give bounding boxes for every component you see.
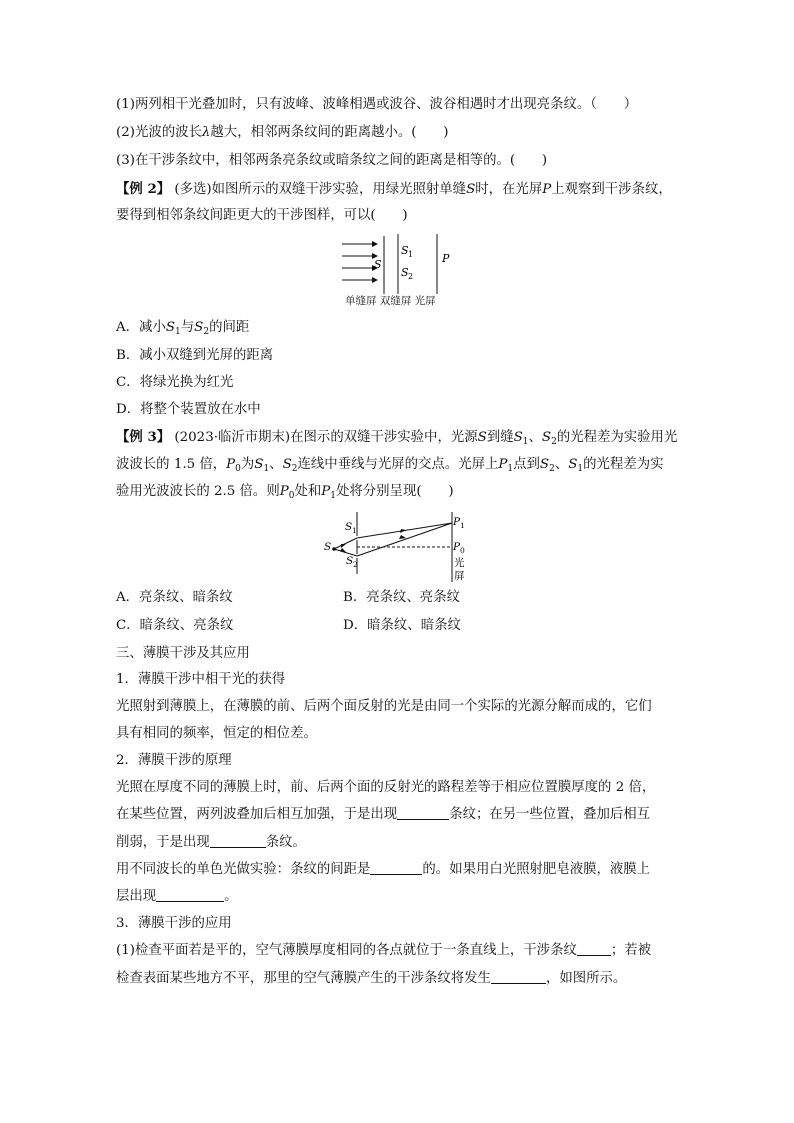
example-3-text-d: 波波长的 1.5 倍， (116, 457, 227, 472)
example-3-line-2 (116, 456, 664, 478)
example-3-text-k: 处将分别呈现( ) (336, 484, 454, 499)
option-a-s2-sub: 2 (203, 327, 210, 337)
example-3-text-i: 验用光波波长的 2.5 倍。则 (116, 484, 280, 499)
symbol-s2-sub: 2 (549, 464, 555, 474)
subsection-2-text-a: 光照在厚度不同的薄膜上时，前、后两个面的反射光的路程差等于相应位置膜厚度的 2 倍， (116, 780, 656, 795)
subsection-2-heading: 2．薄膜干涉的原理 (116, 753, 232, 768)
symbol-s2-sub: 2 (291, 464, 298, 474)
source-point (332, 547, 336, 551)
subsection-3-text-b2: ，如图所示。 (545, 971, 627, 986)
subsection-2-text-c1: 削弱，于是出现 (116, 835, 210, 850)
example-3-text-j: 处和 (294, 484, 322, 499)
symbol-s1-sub: 1 (522, 437, 529, 447)
judge-statement-2 (116, 124, 449, 142)
subsection-2-text-d1: 用不同波长的单色光做实验：条纹的间距是 (116, 862, 371, 877)
judge-statement-2-text-b: 越大，相邻两条纹间的距离越小。( ) (210, 125, 449, 140)
label-s2-sub: 2 (353, 560, 358, 569)
example-2-text-c: 上观察到干涉条纹， (551, 182, 672, 197)
example-3-line-1 (116, 428, 677, 451)
example-3-text-e: 为 (240, 457, 255, 472)
subsection-2-line-b (116, 806, 650, 824)
label-s2-sub: 2 (408, 272, 414, 281)
symbol-s: S (477, 430, 487, 445)
label-s: S (324, 541, 332, 553)
label-p0: P (453, 541, 461, 553)
symbol-p1: P (321, 484, 331, 499)
symbol-s1-sub: 1 (263, 464, 270, 474)
subsection-2-text-e2: 。 (224, 889, 238, 904)
symbol-p1: P (498, 457, 508, 472)
symbol-s2-sub: 2 (551, 437, 557, 447)
arrow-head-1 (372, 241, 378, 247)
option-a-s2: S (194, 320, 204, 335)
label-p0-sub: 0 (460, 546, 465, 555)
option-a-s1-sub: 1 (175, 327, 181, 337)
judge-statement-2-text-a: (2)光波的波长 (116, 125, 202, 140)
symbol-s1: S (513, 430, 523, 445)
subsection-2-text-b1: 在某些位置，两列波叠加后相互加强，于是出现 (116, 807, 398, 822)
symbol-p0: P (279, 484, 289, 499)
subsection-2-text-e1: 层出现 (116, 889, 157, 904)
symbol-p1-sub: 1 (330, 491, 336, 501)
symbol-s2: S (541, 430, 552, 445)
judge-statement-3 (116, 152, 547, 170)
option-a-mid: 与 (180, 320, 195, 335)
subsection-3-line-a (116, 942, 651, 960)
label-screen-1: 光 (454, 557, 465, 569)
judge-statement-1-text: (1)两列相干光叠加时，只有波峰、波峰相遇或波谷、波谷相遇时才出现亮条纹。（ ） (116, 97, 638, 112)
example-3-text-a: (2023·临沂市期末)在图示的双缝干涉实验中，光源 (170, 430, 478, 445)
subsection-1-heading: 1．薄膜干涉中相干光的获得 (116, 672, 286, 687)
subsection-3-text-a1: (1)检查平面若是平的，空气薄膜厚度相同的各点就位于一条直线上，干涉条纹 (116, 943, 577, 958)
section-title: 三、薄膜干涉及其应用 (116, 646, 250, 661)
symbol-p1-sub: 1 (507, 464, 514, 474)
example-2-line-1 (116, 180, 672, 199)
option-a-text-b: 的间距 (209, 320, 250, 335)
separator: 、 (269, 457, 283, 472)
separator: 、 (554, 457, 569, 472)
example-3-text-g: 点到 (513, 457, 540, 472)
lambda-symbol: λ (201, 125, 211, 140)
label-screen-2: 屏 (454, 570, 465, 582)
label-s2: S (346, 555, 354, 567)
subsection-3-heading: 3．薄膜干涉的应用 (116, 916, 232, 931)
judge-statement-1 (116, 96, 637, 114)
symbol-p0: P (226, 457, 236, 472)
fill-blank-1[interactable] (397, 806, 449, 820)
arrow-lower (399, 535, 406, 539)
symbol-s: S (466, 182, 476, 197)
subsection-1-text-a: 光照射到薄膜上，在薄膜的前、后两个面反射的光是由同一个实际的光源分解而成的，它们 (116, 699, 652, 714)
arrow-source-top (341, 544, 346, 548)
arrow-head-4 (372, 277, 378, 283)
ray-s-s1 (334, 538, 357, 549)
symbol-p: P (542, 182, 552, 197)
path-difference-diagram (322, 510, 472, 582)
example-2-line-2 (116, 207, 408, 225)
example-2-option-b: B．减小双缝到光屏的距离 (116, 348, 274, 363)
subsection-2-text-d2: 的。如果用白光照射肥皂液膜，液膜上 (422, 862, 651, 877)
symbol-s1: S (254, 457, 264, 472)
example-2-text-b: 时，在光屏 (475, 182, 543, 197)
fill-blank-4[interactable] (156, 888, 224, 902)
fill-blank-5[interactable] (577, 942, 611, 956)
label-s2: S (401, 266, 409, 279)
example-2-text-a: (多选)如图所示的双缝干涉实验，用绿光照射单缝 (170, 182, 467, 197)
subsection-2-line-d (116, 861, 650, 879)
judge-statement-3-text: (3)在干涉条纹中，相邻两条亮条纹或暗条纹之间的距离是相等的。( ) (116, 153, 548, 168)
example-3-option-b: B．亮条纹、亮条纹 (343, 590, 460, 605)
subsection-1-text-b: 具有相同的频率，恒定的相位差。 (116, 726, 317, 741)
fill-blank-2[interactable] (210, 834, 266, 848)
subsection-2-text-c2: 条纹。 (265, 835, 306, 850)
option-a-s1: S (165, 320, 176, 335)
symbol-p0-sub: 0 (235, 464, 241, 474)
subsection-2-text-b2: 条纹；在另一些位置，叠加后相互 (449, 807, 651, 822)
label-s1: S (345, 521, 353, 533)
example-3-text-b: 到缝 (486, 430, 514, 445)
label-p1-sub: 1 (460, 521, 465, 530)
example-3-option-c: C．暗条纹、亮条纹 (116, 618, 234, 633)
example-3-tag: 【例 3】 (116, 429, 171, 445)
example-3-option-a: A．亮条纹、暗条纹 (116, 590, 233, 605)
example-3-option-d: D．暗条纹、暗条纹 (343, 618, 461, 633)
separator: 、 (528, 430, 542, 445)
example-2-option-c: C．将绿光换为红光 (116, 375, 234, 390)
example-3-line-3 (116, 483, 454, 505)
label-s: S (374, 258, 382, 271)
example-3-text-h: 的光程差为实 (583, 457, 664, 472)
ray-s2-p1 (357, 523, 452, 556)
symbol-p0-sub: 0 (288, 491, 295, 501)
symbol-s1-sub: 1 (577, 464, 584, 474)
fill-blank-6[interactable] (491, 970, 546, 984)
label-s1: S (401, 244, 409, 257)
symbol-s2: S (282, 457, 292, 472)
label-s1-sub: 1 (408, 250, 414, 259)
figure-caption: 单缝屏 双缝屏 光屏 (345, 295, 436, 307)
example-2-option-d: D．将整个装置放在水中 (116, 402, 261, 417)
example-2-option-a (116, 319, 249, 341)
symbol-s2: S (539, 457, 550, 472)
example-3-text-c: 的光程差为实验用光 (556, 430, 678, 445)
label-s1-sub: 1 (352, 526, 357, 535)
example-3-text-f: 连线中垂线与光屏的交点。光屏上 (297, 457, 499, 472)
fill-blank-3[interactable] (370, 861, 422, 875)
subsection-2-line-e (116, 888, 238, 906)
subsection-2-line-c (116, 834, 306, 852)
subsection-3-text-b1: 检查表面某些地方不平，那里的空气薄膜产生的干涉条纹将发生 (116, 971, 491, 986)
double-slit-diagram (340, 232, 460, 294)
example-2-tag: 【例 2】 (116, 181, 171, 197)
label-p1: P (453, 516, 461, 528)
label-p: P (442, 252, 450, 265)
symbol-s1: S (568, 457, 578, 472)
example-2-text-d: 要得到相邻条纹间距更大的干涉图样，可以( ) (116, 208, 408, 223)
arrow-upper (400, 529, 406, 533)
option-a-text-a: A．减小 (116, 320, 166, 335)
subsection-3-line-b (116, 970, 626, 988)
subsection-3-text-a2: ；若被 (610, 943, 652, 958)
